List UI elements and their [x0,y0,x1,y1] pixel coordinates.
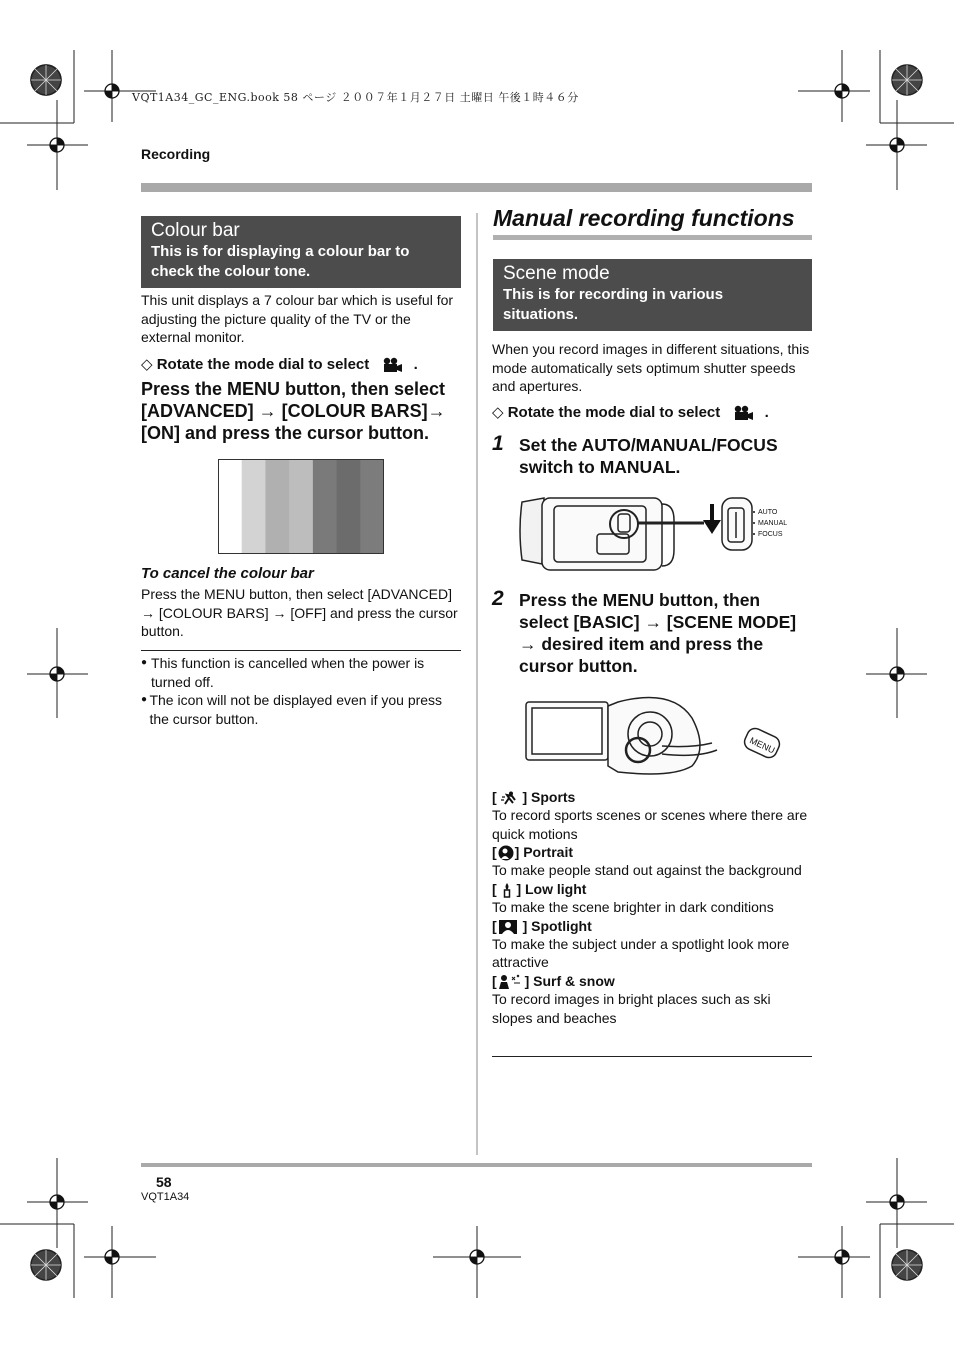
top-rule [141,183,812,192]
step-2-number: 2 [492,587,504,610]
scene-desc: To make the subject under a spotlight look more attractive [492,935,790,971]
bullet-icon: ● [141,657,148,668]
note-item [141,654,461,691]
colour-bar-stripe [218,459,242,554]
page-number: 58 [156,1174,172,1190]
scene-name: ] Portrait [514,844,574,860]
instruction-line-1: Press the MENU button, then select [141,379,446,399]
scene-item-surf-snow [492,972,814,1027]
colour-bar-subtitle: This is for displaying a colour bar to check the colour tone. [151,243,410,280]
portrait-icon [497,845,515,861]
switch-label-focus: FOCUS [758,531,783,538]
note-text: This function is cancelled when the power is turned off. [151,655,425,690]
scene-item-low-light [492,880,814,917]
scene-desc: To make people stand out against the background [492,862,802,879]
colour-bar-stripe [242,459,266,554]
scene-mode-title: Scene mode [503,263,610,284]
cancel-heading: To cancel the colour bar [141,565,314,582]
switch-label-auto: AUTO [758,509,778,516]
step-2-text: Press the MENU button, then select [BASIC] → [SCENE MODE] → desired item and press the cursor button. [519,590,797,676]
scene-desc: To make the scene brighter in dark conditions [492,899,774,916]
right-rotate-line [492,403,812,423]
spotlight-icon [497,919,519,935]
scene-item-spotlight [492,917,814,972]
instruction-line-3: [ON] and press the cursor button. [141,423,430,443]
left-instruction [141,378,471,444]
instruction-line-2: [ADVANCED] → [COLOUR BARS]→ [141,401,446,421]
movie-camera-icon [381,357,403,373]
scene-header: [ ] Sports [492,789,576,805]
scene-mode-intro: When you record images in different situations, this mode automatically sets optimum shutter speeds and apertures. [492,341,810,394]
scene-header: [ ] Portrait [492,844,574,860]
colour-bar-intro: This unit displays a 7 colour bar which is useful for adjusting the picture quality of the TV or the external monitor. [141,292,454,345]
scene-name: ] Surf & snow [524,972,615,989]
rotate-text: Rotate the mode dial to select [507,404,721,421]
bottom-rule [141,1163,812,1167]
surf-snow-icon [497,974,521,990]
left-rotate-line [141,355,461,375]
camera-side-illustration [514,490,814,580]
colour-bar-stripe [337,459,361,554]
scene-header: [ ] Surf & snow [492,972,615,989]
colour-bar-stripe [289,459,313,554]
scene-desc: To record sports scenes or scenes where there are quick motions [492,807,808,842]
manual-heading-bar [493,235,812,240]
scene-mode-box [493,259,812,331]
notes-list [141,654,461,728]
colour-bar-title: Colour bar [151,220,240,241]
colour-bar-image [218,459,384,554]
left-notes-rule [141,650,461,651]
right-end-rule [492,1056,812,1057]
colour-bar-box [141,216,461,288]
model-code: VQT1A34 [141,1191,190,1203]
rotate-text: Rotate the mode dial to select [156,356,370,373]
colour-bar-stripe [360,459,384,554]
scene-item-portrait [492,843,814,880]
diamond-icon: ◇ [141,356,153,373]
note-text: The icon will not be displayed even if you press the cursor button. [149,692,443,727]
scene-desc: To record images in bright places such as ski slopes and beaches [492,991,771,1026]
bullet-icon: ● [141,694,148,705]
step-1-text: Set the AUTO/MANUAL/FOCUS switch to MANUAL. [519,435,778,477]
low-light-icon [501,882,513,898]
diamond-icon: ◇ [492,404,504,421]
step-1-number: 1 [492,432,504,455]
print-header: VQT1A34_GC_ENG.book 58 ページ ２００７年１月２７日 土曜日 午後１時４６分 [132,91,579,104]
scene-item-sports [492,788,814,843]
camera-rear-illustration [522,688,792,776]
switch-label-manual: MANUAL [758,520,788,527]
menu-label: MENU [748,735,777,756]
cancel-text: Press the MENU button, then select [ADVANCED] → [COLOUR BARS] → [OFF] and press the cursor button. [141,586,458,639]
section-label: Recording [141,146,211,162]
scene-name: ] Sports [522,789,576,805]
movie-camera-icon [732,405,754,421]
scene-name: ] Low light [516,880,587,897]
scene-mode-subtitle: This is for recording in various situations. [503,286,724,323]
rotate-end: . [413,356,418,373]
rotate-end: . [764,404,769,421]
colour-bar-stripe [265,459,289,554]
colour-bar-stripe [313,459,337,554]
scene-mode-list [492,788,814,1027]
scene-header: [ ] Spotlight [492,917,592,934]
sports-icon [501,791,519,805]
scene-header: [ ] Low light [492,880,587,897]
note-item [141,691,461,728]
scene-name: ] Spotlight [522,917,592,934]
column-divider [476,213,478,1155]
manual-heading: Manual recording functions [493,205,795,231]
